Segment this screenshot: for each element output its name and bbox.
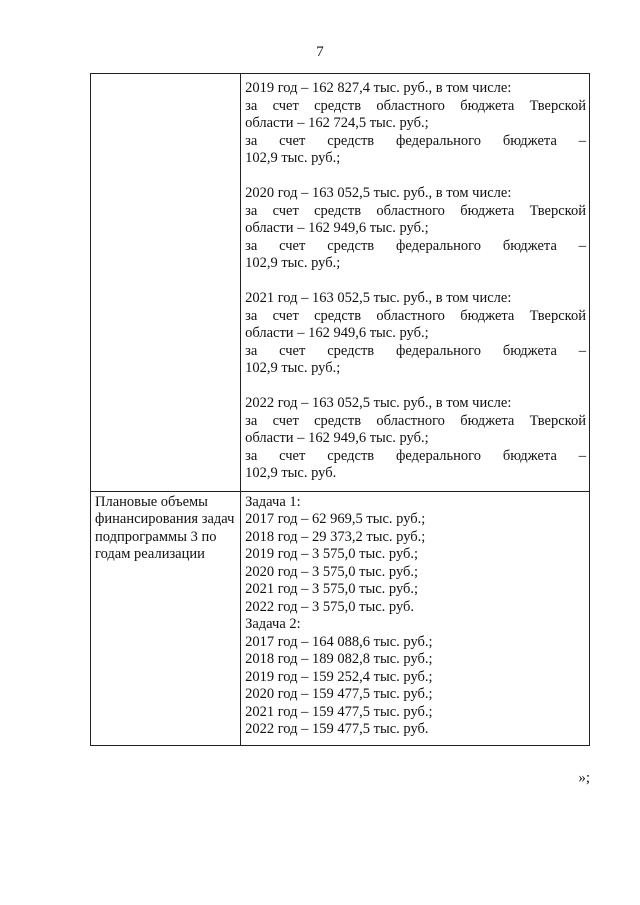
task1-year-line: 2019 год – 3 575,0 тыс. руб.; (245, 546, 419, 562)
federal-budget-line: за счет средств федерального бюджета – (245, 342, 586, 359)
year-block-2021 (245, 290, 586, 378)
task2-year-line: 2022 год – 159 477,5 тыс. руб. (245, 721, 429, 737)
regional-budget-line: за счет средств областного бюджета Тверской (245, 412, 586, 429)
year-block-2020 (245, 185, 586, 273)
year-headline: 2020 год – 163 052,5 тыс. руб., в том числе: (245, 185, 512, 201)
federal-budget-amount: 102,9 тыс. руб.; (245, 255, 341, 271)
task1-year-line: 2017 год – 62 969,5 тыс. руб.; (245, 511, 426, 527)
federal-budget-line: за счет средств федерального бюджета – (245, 132, 586, 149)
row1-right-cell (241, 74, 590, 492)
task2-year-line: 2017 год – 164 088,6 тыс. руб.; (245, 633, 433, 650)
table-row (91, 491, 590, 745)
year-block-2019 (245, 80, 586, 168)
year-headline: 2019 год – 162 827,4 тыс. руб., в том числе: (245, 80, 512, 96)
task1-year-line: 2022 год – 3 575,0 тыс. руб. (245, 598, 415, 615)
federal-budget-amount: 102,9 тыс. руб. (245, 465, 337, 481)
regional-budget-line: за счет средств областного бюджета Тверской (245, 307, 586, 324)
task-title: Задача 2: (245, 616, 301, 632)
table-row (91, 74, 590, 492)
page-number: 7 (316, 44, 324, 60)
task1-year-line: 2018 год – 29 373,2 тыс. руб.; (245, 528, 426, 545)
row2-left-cell (91, 491, 241, 745)
task-title: Задача 1: (245, 493, 301, 510)
federal-budget-line: за счет средств федерального бюджета – (245, 447, 586, 464)
regional-budget-amount: области – 162 949,6 тыс. руб.; (245, 220, 429, 236)
year-headline: 2021 год – 163 052,5 тыс. руб., в том числе: (245, 290, 512, 306)
regional-budget-line: за счет средств областного бюджета Тверской (245, 202, 586, 219)
label-line: Плановые объемы (95, 493, 208, 510)
program-table (90, 73, 590, 746)
federal-budget-amount: 102,9 тыс. руб.; (245, 150, 341, 166)
regional-budget-line: за счет средств областного бюджета Тверской (245, 97, 586, 114)
year-block-2022 (245, 395, 586, 483)
task1-year-line: 2020 год – 3 575,0 тыс. руб.; (245, 563, 419, 580)
label-line: годам реализации (95, 546, 205, 562)
label-line: финансирования задач (95, 511, 235, 527)
regional-budget-amount: области – 162 949,6 тыс. руб.; (245, 430, 429, 446)
regional-budget-amount: области – 162 724,5 тыс. руб.; (245, 115, 429, 131)
task2-year-line: 2018 год – 189 082,8 тыс. руб.; (245, 651, 433, 667)
closing-quote-mark: »; (578, 770, 590, 786)
task1-year-line: 2021 год – 3 575,0 тыс. руб.; (245, 581, 419, 597)
federal-budget-amount: 102,9 тыс. руб.; (245, 360, 341, 376)
row2-right-cell (241, 491, 590, 745)
label-line: подпрограммы 3 по (95, 528, 217, 545)
task2-year-line: 2020 год – 159 477,5 тыс. руб.; (245, 686, 433, 702)
row1-left-cell (91, 74, 241, 492)
task2-year-line: 2021 год – 159 477,5 тыс. руб.; (245, 703, 433, 720)
year-headline: 2022 год – 163 052,5 тыс. руб., в том числе: (245, 395, 512, 411)
federal-budget-line: за счет средств федерального бюджета – (245, 237, 586, 254)
regional-budget-amount: области – 162 949,6 тыс. руб.; (245, 325, 429, 341)
task2-year-line: 2019 год – 159 252,4 тыс. руб.; (245, 668, 433, 685)
